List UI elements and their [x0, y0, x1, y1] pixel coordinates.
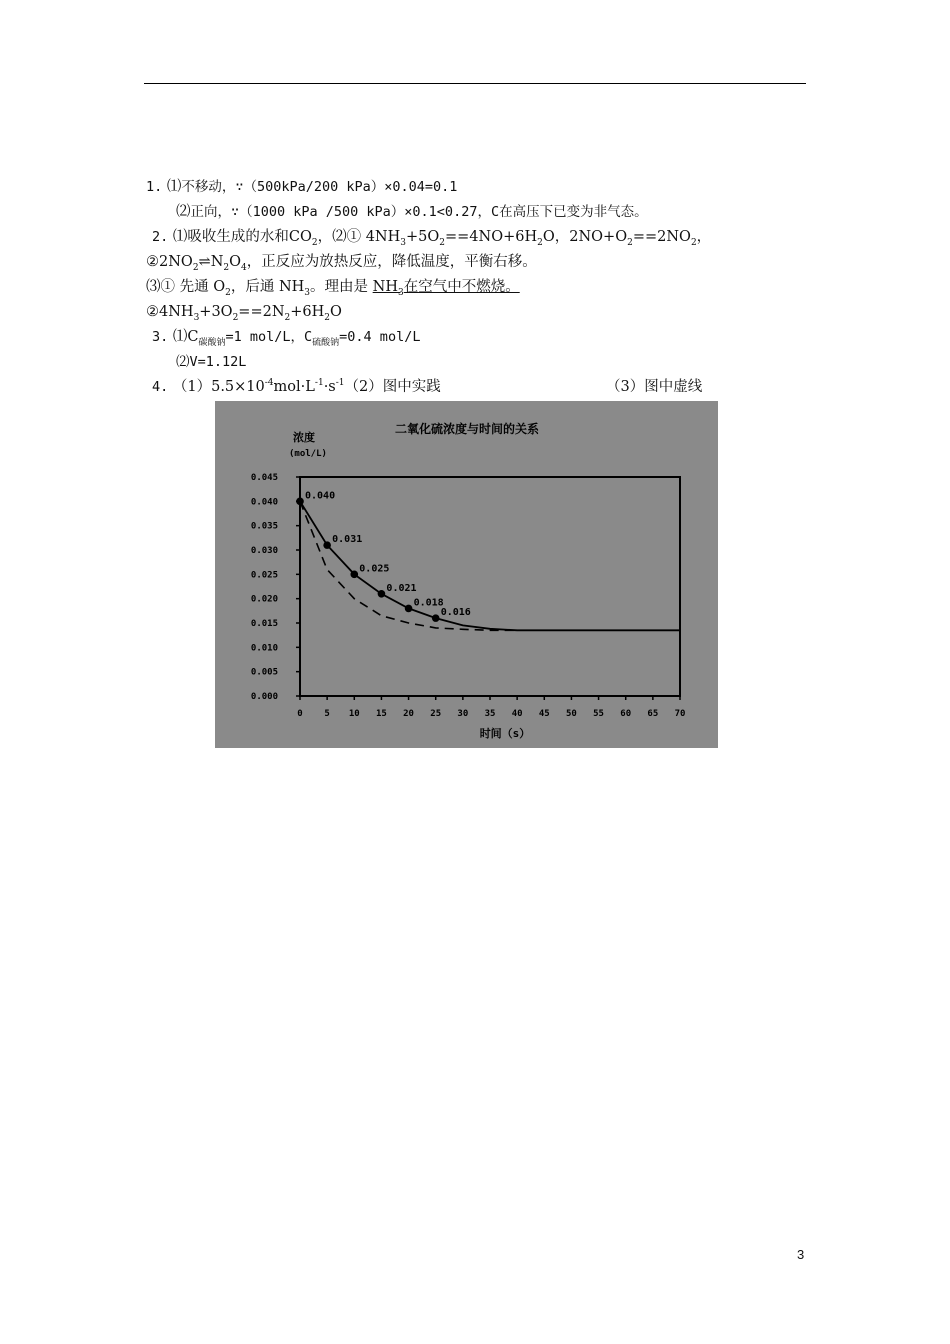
q3-l1-b: =1 mol/L，C [225, 329, 313, 345]
q4-a-sup: -4 [264, 378, 274, 389]
equilibrium-arrow-icon: ⇌ [198, 254, 211, 270]
y-tick-label: 0.045 [250, 473, 278, 483]
q2-l3-u2: 在空气中不燃烧。 [403, 279, 520, 295]
q2-l1-f-sub: 2 [690, 237, 697, 248]
q2-l4-b: +3O [199, 304, 233, 320]
y-tick-label: 0.015 [250, 619, 278, 629]
q2-l3-a-sub: 2 [225, 287, 231, 298]
data-label: 0.018 [413, 597, 444, 609]
q3-line-2: ⑵V=1.12L [176, 354, 247, 370]
x-tick-label: 60 [620, 709, 632, 719]
q2-l2-c-sub: 4 [241, 262, 247, 273]
x-tick-label: 40 [511, 709, 523, 719]
x-tick-label: 55 [593, 709, 604, 719]
x-tick-label: 25 [430, 709, 442, 719]
q1-line-1 [146, 177, 457, 197]
data-label: 0.031 [332, 534, 363, 546]
x-tick-label: 50 [566, 709, 577, 719]
q2-l4-a-sub: 3 [193, 312, 200, 323]
y-tick-label: 0.035 [250, 521, 278, 532]
q3-l1-c: =0.4 mol/L [339, 329, 421, 345]
q2-l2-d: ，正反应为放热反应，降低温度，平衡右移。 [246, 254, 537, 270]
q2-l1-c-sub: 2 [439, 237, 445, 248]
q2-line-3 [146, 277, 520, 297]
q1-line-2 [176, 202, 648, 222]
data-point [323, 541, 331, 549]
y-tick-label: 0.020 [250, 594, 278, 605]
q2-l4-c: ==2N [238, 304, 285, 320]
x-tick-label: 5 [324, 709, 330, 719]
q4-line-1 [152, 377, 441, 397]
data-label: 0.016 [440, 607, 471, 619]
data-point [378, 590, 386, 598]
q2-l1-d: ==4NO+6H [445, 229, 538, 245]
q2-l1-d-sub: 2 [537, 237, 543, 248]
q1-part1-text: 不移动，∵（500kPa/200 kPa）×0.04=0.1 [181, 179, 458, 195]
data-point [296, 498, 304, 506]
x-tick-label: 35 [484, 709, 496, 719]
q4-a: （1）5.5×10 [172, 379, 265, 395]
data-point [405, 605, 413, 613]
q3-l1-a-sub: 碳酸钠 [198, 337, 226, 348]
q2-l1-g: ， [696, 229, 712, 245]
q2-l4-c-sub: 2 [284, 312, 291, 323]
x-tick-label: 70 [674, 709, 686, 719]
q2-l1-a: ⑴吸收生成的水和CO [172, 229, 312, 245]
q2-l1-b-sub: 3 [400, 237, 406, 248]
y-tick-label: 0.005 [250, 667, 278, 678]
q2-l3-underlined [372, 279, 520, 298]
concentration-time-chart [215, 401, 718, 748]
data-label: 0.025 [359, 563, 390, 575]
data-label: 0.040 [305, 490, 336, 502]
q2-l2-a-sub: 2 [192, 262, 199, 273]
q2-l4-e: O [330, 304, 342, 320]
q4-b: mol·L [273, 379, 315, 395]
plot-frame [300, 477, 680, 696]
x-axis-label: 时间（s） [479, 727, 531, 740]
y-tick-label: 0.000 [250, 692, 278, 702]
q2-l1-e: O，2NO+O [542, 229, 628, 245]
data-point [350, 571, 358, 579]
q2-l1-c: +5O [406, 229, 440, 245]
q4-c: ·s [323, 379, 336, 395]
q2-line-2 [146, 252, 537, 272]
q3-number: 3. [152, 329, 169, 345]
q3-line-1 [152, 327, 420, 347]
q1-part2-mark: ⑵ [176, 204, 191, 220]
q2-l2-c: O [229, 254, 242, 270]
q2-line-1 [152, 227, 711, 247]
q4-number: 4. [152, 379, 169, 395]
q2-l2-b: N [210, 254, 224, 270]
q1-part1-mark: ⑴ [166, 179, 182, 195]
q2-l3-c: 。理由是 [310, 279, 373, 295]
x-tick-label: 10 [348, 709, 360, 719]
q1-part2-text: 正向，∵（1000 kPa /500 kPa）×0.1<0.27，C在高压下已变为非气态。 [190, 204, 648, 220]
q2-l2-b-sub: 2 [223, 262, 230, 273]
q2-l3-u1: NH [372, 279, 398, 295]
x-tick-label: 0 [297, 709, 303, 719]
page-number: 3 [797, 1247, 805, 1262]
q2-l4-d: +6H [290, 304, 325, 320]
y-tick-label: 0.030 [250, 546, 278, 556]
q2-l1-f: ==2NO [632, 229, 691, 245]
data-label: 0.021 [386, 582, 417, 594]
q1-number: 1. [146, 179, 163, 195]
q4-line-1-right: （3）图中虚线 [606, 379, 703, 395]
q4-c-sup: -1 [335, 378, 345, 389]
x-tick-label: 30 [457, 709, 469, 719]
q2-l1-a-sub: 2 [311, 237, 318, 248]
data-point [432, 614, 440, 622]
q2-l3-a: ⑶① 先通 O [146, 279, 226, 295]
series-line-solid [300, 501, 680, 630]
q4-b-sup: -1 [314, 378, 324, 389]
y-axis-unit: (mol/L) [289, 449, 327, 459]
q2-l1-e-sub: 2 [627, 237, 633, 248]
q2-l1-b: ，⑵① 4NH [317, 229, 401, 245]
y-tick-label: 0.010 [250, 643, 278, 654]
x-tick-label: 20 [403, 709, 414, 719]
header-rule [144, 83, 806, 84]
chart-svg [215, 401, 718, 748]
x-tick-label: 45 [538, 709, 550, 719]
q4-d: （2）图中实践 [344, 379, 441, 395]
q2-l4-b-sub: 2 [232, 312, 239, 323]
q2-l2-a: ②2NO [146, 254, 193, 270]
x-tick-label: 15 [376, 709, 387, 719]
q3-l1-a: ⑴C [172, 329, 199, 345]
q2-line-4 [146, 302, 342, 322]
y-axis-label: 浓度 [293, 431, 315, 444]
q2-number: 2. [152, 229, 169, 245]
q2-l3-b-sub: 3 [304, 287, 311, 298]
x-tick-label: 65 [647, 709, 659, 719]
q3-l1-b-sub: 硫酸钠 [312, 337, 340, 348]
q2-l4-d-sub: 2 [324, 312, 331, 323]
q2-l3-b: ，后通 NH [230, 279, 305, 295]
q2-l4-a: ②4NH [146, 304, 194, 320]
y-tick-label: 0.040 [250, 497, 278, 508]
chart-title: 二氧化硫浓度与时间的关系 [394, 422, 540, 436]
y-tick-label: 0.025 [250, 570, 278, 581]
q2-l3-u1-sub: 3 [397, 287, 404, 298]
